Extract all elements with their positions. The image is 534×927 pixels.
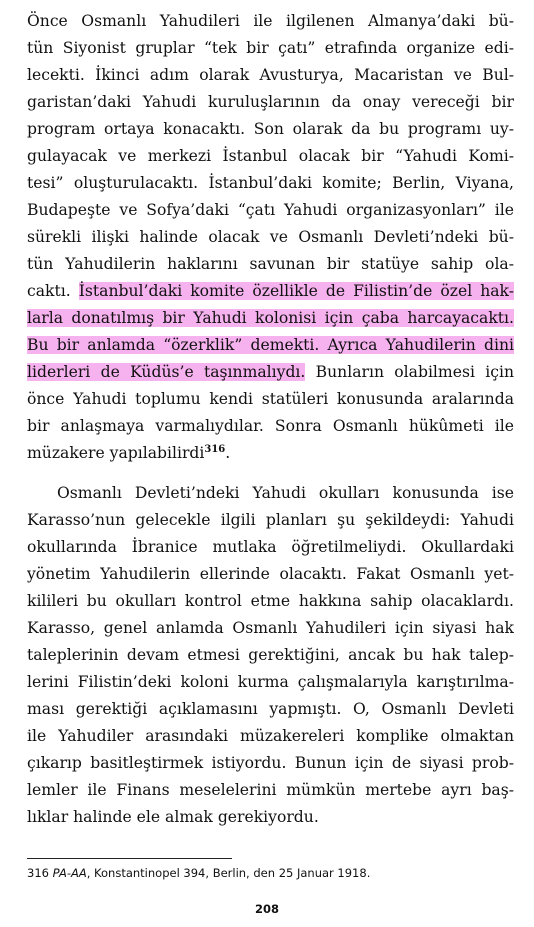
footnote-source: PA-AA	[52, 866, 87, 880]
text-line	[27, 197, 514, 224]
line-text: tün Siyonist gruplar “tek bir çatı” etrafında organize edi-	[27, 39, 514, 57]
line-text: okullarında İbranice mutlaka öğretilmeliydi. Okullardaki	[27, 538, 514, 556]
text-line	[27, 224, 514, 251]
line-text: ması gerektiği açıklamasını yapmıştı. O, Osmanlı Devleti	[27, 700, 514, 718]
footnote-divider	[27, 858, 232, 859]
text-line	[27, 507, 514, 534]
line-text: tesi” oluşturulacaktı. İstanbul’daki komite; Berlin, Viyana,	[27, 174, 514, 192]
text-line	[27, 723, 514, 750]
line-text: önce Yahudi toplumu kendi statüleri konusunda aralarında	[27, 390, 514, 408]
text-line	[27, 170, 514, 197]
highlighted-text: liderleri de Küdüs’e taşınmalıydı.	[27, 363, 306, 381]
line-text: taleplerinin devam etmesi gerektiğini, ancak bu hak talep-	[27, 646, 514, 664]
line-text: müzakere yapılabilirdi	[27, 444, 205, 462]
text-line	[27, 413, 514, 440]
text-line	[27, 534, 514, 561]
line-text: tün Yahudilerin haklarını savunan bir statüye sahip ola-	[27, 255, 514, 273]
text-line	[27, 642, 514, 669]
text-line	[27, 804, 514, 831]
line-text: Önce Osmanlı Yahudileri ile ilgilenen Almanya’daki bü-	[27, 12, 514, 30]
line-text: çıkarıp basitleştirmek istiyordu. Bunun için de siyasi prob-	[27, 754, 514, 772]
line-text: lerini Filistin’deki koloni kurma çalışmalarıyla karıştırılma-	[27, 673, 514, 691]
highlighted-text: İstanbul’daki komite özellikle de Filistin’de özel hak-	[78, 282, 514, 300]
line-text: gulayacak ve merkezi İstanbul olacak bir “Yahudi Komi-	[27, 147, 514, 165]
page-number: 208	[254, 902, 279, 916]
line-text: yönetim Yahudilerin ellerinde olacaktı. Fakat Osmanlı yet-	[27, 565, 514, 583]
line-text: Osmanlı Devleti’ndeki Yahudi okulları konusunda ise	[57, 484, 514, 502]
line-text: Karasso’nun gelecekle ilgili planları şu şekildeydi: Yahudi	[27, 511, 514, 529]
text-line	[27, 305, 514, 332]
line-text: lemler ile Finans meselelerini mümkün mertebe ayrı baş-	[27, 781, 514, 799]
line-text: Bunların olabilmesi için	[305, 363, 514, 381]
line-text: program ortaya konacaktı. Son olarak da bu programı uy-	[27, 120, 514, 138]
text-line	[27, 386, 514, 413]
paragraph-gap	[27, 467, 514, 480]
text-line	[27, 615, 514, 642]
line-text: sürekli ilişki halinde olacak ve Osmanlı Devleti’ndeki bü-	[27, 228, 514, 246]
line-text: garistan’daki Yahudi kuruluşlarının da onay vereceği bir	[27, 93, 514, 111]
text-line	[27, 440, 514, 467]
line-text: ile Yahudiler arasındaki müzakereleri komplike olmaktan	[27, 727, 514, 745]
footnote-316	[27, 865, 370, 881]
text-line	[27, 8, 514, 35]
text-line	[27, 561, 514, 588]
line-text: .	[225, 444, 231, 462]
text-line	[27, 89, 514, 116]
line-text: caktı.	[27, 282, 79, 300]
text-line	[27, 116, 514, 143]
line-text: lıklar halinde ele almak gerekiyordu.	[27, 808, 319, 826]
footnote-number: 316	[27, 866, 49, 880]
text-line	[27, 777, 514, 804]
line-text: bir anlaşmaya varmalıydılar. Sonra Osmanlı hükûmeti ile	[27, 417, 514, 435]
text-line	[27, 669, 514, 696]
paragraph-1	[27, 8, 514, 467]
highlighted-text: larla donatılmış bir Yahudi kolonisi için çaba harcayacaktı.	[27, 309, 514, 327]
line-text: Karasso, genel anlamda Osmanlı Yahudileri için siyasi hak	[27, 619, 514, 637]
paragraph-2	[27, 480, 514, 831]
text-line	[27, 251, 514, 278]
text-line	[27, 62, 514, 89]
footnote-text: , Konstantinopel 394, Berlin, den 25 Januar 1918.	[86, 866, 371, 880]
text-line	[27, 278, 514, 305]
footnote-reference: 316	[204, 443, 226, 455]
text-line	[27, 332, 514, 359]
body-text	[27, 8, 514, 831]
text-line	[27, 696, 514, 723]
text-line	[27, 35, 514, 62]
line-text: Budapeşte ve Sofya’daki “çatı Yahudi organizasyonları” ile	[27, 201, 514, 219]
text-line	[27, 750, 514, 777]
text-line	[27, 588, 514, 615]
highlighted-text: Bu bir anlamda “özerklik” demekti. Ayrıca Yahudilerin dini	[27, 336, 514, 354]
text-line	[27, 480, 514, 507]
text-line	[27, 359, 514, 386]
text-line	[27, 143, 514, 170]
line-text: kilileri bu okulları kontrol etme hakkına sahip olacaklardı.	[27, 592, 514, 610]
line-text: lecekti. İkinci adım olarak Avusturya, Macaristan ve Bul-	[27, 66, 514, 84]
